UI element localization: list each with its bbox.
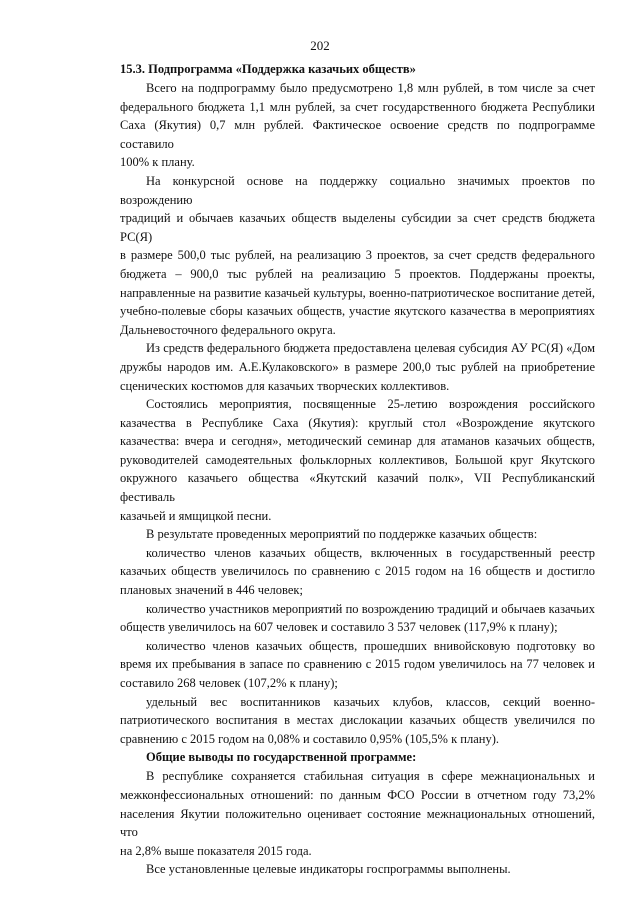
paragraph [120, 693, 595, 749]
section-heading [120, 60, 595, 79]
text-line: 100% к плану. [120, 155, 195, 170]
text-line: На конкурсной основе на поддержку социально значимых проектов по возрождению [120, 173, 595, 207]
text-line: дружбы народов им. А.Е.Кулаковского» в размере 200,0 тыс рублей на приобретение [120, 359, 595, 374]
document-body [120, 60, 595, 879]
text-line: Всего на подпрограмму было предусмотрено 1,8 млн рублей, в том числе за счет [146, 81, 595, 95]
text-line: казачьей и ямщицкой песни. [120, 508, 272, 523]
text-line: количество членов казачьих обществ, прошедших внивойсковую подготовку во [146, 638, 595, 653]
text-line: патриотического воспитания в местах дислокации казачьих обществ увеличился по [120, 713, 595, 728]
text-line: населения Якутии положительно оценивает состояние межнациональных отношений, что [120, 806, 595, 840]
text-line: казачьих обществ увеличилось по сравнению с 2015 годом на 16 обществ и достигло [120, 564, 595, 579]
paragraph [120, 637, 595, 693]
text-line: Из средств федерального бюджета предоставлена целевая субсидия АУ РС(Я) «Дом [146, 341, 595, 356]
paragraphs [120, 79, 595, 748]
text-line: время их пребывания в запасе по сравнению с 2015 годом увеличилось на 77 человек и [120, 657, 595, 672]
text-line: бюджета – 900,0 тыс рублей на реализацию 5 проектов. Поддержаны проекты, [120, 266, 595, 281]
text-line: плановых значений в 446 человек; [120, 583, 303, 598]
text-line: федерального бюджета 1,1 млн рублей, за счет государственного бюджета Республики [120, 99, 595, 114]
text-line: традиций и обычаев казачьих обществ выделены субсидии за счет средств бюджета РС(Я) [120, 211, 595, 244]
text-line: Состоялись мероприятия, посвященные 25-летию возрождения российского [146, 397, 595, 412]
text-line: обществ увеличилось на 607 человек и составило 3 537 человек (117,9% к плану); [120, 620, 558, 635]
text-line: межконфессиональных отношений: по данным ФСО России в отчетном году 73,2% [120, 787, 595, 802]
paragraph [120, 339, 595, 395]
text-line: учебно-полевые сборы казачьих обществ, участие якутского казачества в мероприятиях [120, 304, 595, 319]
text-line: В республике сохраняется стабильная ситуация в сфере межнациональных и [146, 769, 595, 784]
text-line: В результате проведенных мероприятий по поддержке казачьих обществ: [146, 527, 538, 542]
text-line: составило 268 человек (107,2% к плану); [120, 676, 338, 690]
text-line: окружного казачьего общества «Якутский казачий полк», VII Республиканский фестиваль [120, 471, 595, 505]
text-line: направленные на развитие казачьей культуры, военно-патриотическое воспитание детей, [120, 285, 595, 300]
section-heading-text: 15.3. Подпрограмма «Поддержка казачьих обществ» [120, 62, 416, 76]
paragraph [120, 600, 595, 637]
text-line: казачества: вчера и сегодня», методический семинар для атаманов казачьих обществ, [120, 434, 595, 449]
text-line: количество членов казачьих обществ, включенных в государственный реестр [146, 545, 595, 560]
paragraph [120, 525, 595, 544]
text-line: Саха (Якутия) 0,7 млн рублей. Фактическое освоение средств по подпрограмме составило [120, 118, 595, 151]
text-line: в размере 500,0 тыс рублей, на реализацию 3 проектов, за счет средств федерального [120, 248, 595, 263]
text-line: удельный вес воспитанников казачьих клубов, классов, секций военно- [146, 694, 595, 709]
text-line: Дальневосточного федерального округа. [120, 322, 336, 337]
text-line: Все установленные целевые индикаторы госпрограммы выполнены. [146, 862, 511, 877]
conclusions-subheading [120, 748, 595, 767]
paragraph [120, 544, 595, 600]
conclusion-paragraphs [120, 767, 595, 879]
conclusions-subheading-text: Общие выводы по государственной программе: [146, 750, 417, 765]
paragraph [120, 860, 595, 879]
text-line: сценических костюмов для казачьих творческих коллективов. [120, 378, 450, 393]
paragraph [120, 395, 595, 525]
paragraph [120, 767, 595, 860]
text-line: руководителей самодеятельных фольклорных коллективов, Большой круг Якутского [120, 452, 595, 467]
text-line: количество участников мероприятий по возрождению традиций и обычаев казачьих [146, 601, 595, 616]
paragraph [120, 79, 595, 172]
text-line: сравнению с 2015 годом на 0,08% и составило 0,95% (105,5% к плану). [120, 731, 499, 746]
page-number: 202 [310, 38, 330, 53]
text-line: казачества в Республике Саха (Якутия): круглый стол «Возрождение якутского [120, 415, 595, 430]
paragraph [120, 172, 595, 339]
text-line: на 2,8% выше показателя 2015 года. [120, 843, 312, 858]
